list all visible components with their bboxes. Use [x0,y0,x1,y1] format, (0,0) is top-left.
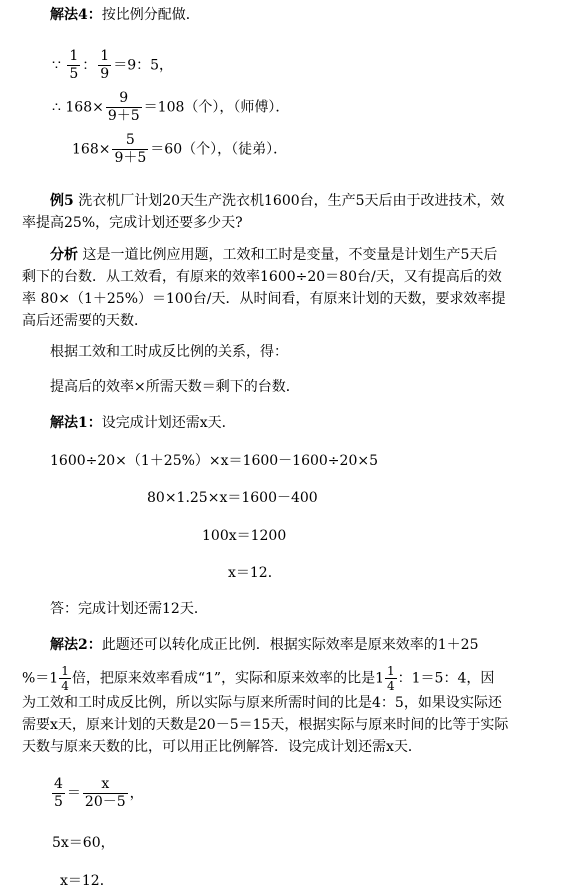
method2-equation-b: x＝12． [60,873,114,889]
example5-label: 例5 [50,193,74,209]
method4-heading [50,6,200,24]
method1-equation-4: x＝12． [228,565,282,581]
method1-title: 解法1： [50,415,102,431]
method2-line5: 天数与原来天数的比，可以用正比例解答．设完成计划还需x天． [22,739,422,755]
method4-ratio-line [52,48,173,83]
method4-title-rest: 按比例分配做． [101,7,200,23]
method1-answer: 答：完成计划还需12天． [50,601,208,617]
formula-line: 提高后的效率×所需天数＝剩下的台数． [50,379,300,395]
colon: ： [82,57,97,74]
expr-prefix: 168× [72,141,111,158]
fraction-nine-over-fourteen: $\frac{9}{9+5}$ [107,90,140,124]
analysis-line1: 分析 这是一道比例应用题，工效和工时是变量，不变量是计划生产5天后 [50,247,498,263]
analysis-line4: 高后还需要的天数． [22,313,148,329]
relation-line: 根据工效和工时成反比例的关系，得： [50,344,288,360]
analysis-label: 分析 [50,247,78,263]
method1-equation-2: 80×1.25×x＝1600－400 [147,490,318,506]
example5-line2: 率提高25%，完成计划还要多少天? [22,215,243,231]
method2-proportion: $\frac{4}{5}$ ＝ $\frac{x}{20-5}$ ， [54,776,144,810]
expr-prefix: 168× [65,99,104,116]
method2-title: 解法2： [50,637,102,653]
fraction-one-ninth: $\frac{1}{9}$ [100,48,110,82]
fraction-one-fifth: $\frac{1}{5}$ [69,48,79,82]
mixed-fraction-quarter: $\frac{1}{4}$ [387,664,395,693]
method4-apprentice-line [72,132,287,167]
analysis-line3: 率 80×（1＋25%）＝100台/天．从时间看，有原来计划的天数，要求效率提 [22,291,506,307]
method1-equation-1: 1600÷20×（1＋25%）×x＝1600－1600÷20×5 [50,453,378,469]
ratio-result: ＝9：5， [113,57,174,74]
example5-line1: 例5 洗衣机厂计划20天生产洗衣机1600台，生产5天后由于改进技术，效 [50,193,505,209]
analysis-line2: 剩下的台数．从工效看，有原来的效率1600÷20＝80台/天，又有提高后的效 [22,269,502,285]
method2-line3: 为工效和工时成反比例，所以实际与原来所需时间的比是4：5，如果设实际还 [22,695,502,711]
method4-master-line [52,90,289,125]
method4-title: 解法4： [50,7,102,23]
method1-heading: 解法1：设完成计划还需x天． [50,415,236,431]
fraction-five-over-fourteen: $\frac{5}{9+5}$ [114,132,147,166]
method2-line2: %＝1 $\frac{1}{4}$ 倍，把原来效率看成“1”，实际和原来效率的比是1 $\frac{1}{4}$ ：1＝5：4，因 [22,664,495,693]
method2-line1: 解法2：此题还可以转化成正比例．根据实际效率是原来效率的1＋25 [50,637,479,653]
method1-equation-3: 100x＝1200 [202,528,287,544]
fraction-x-over-fifteen: $\frac{x}{20-5}$ [84,776,126,810]
mixed-fraction-quarter: $\frac{1}{4}$ [61,664,69,693]
apprentice-result: ＝60（个），（徒弟）． [150,141,288,158]
therefore-symbol: ∴ [52,99,61,116]
method2-equation-a: 5x＝60， [52,835,115,851]
method2-line4: 需要x天，原来计划的天数是20－5＝15天，根据实际与原来时间的比等于实际 [22,717,509,733]
fraction-four-fifths: $\frac{4}{5}$ [54,776,63,810]
master-result: ＝108（个），（师傅）． [143,99,290,116]
because-symbol: ∵ [52,57,61,74]
